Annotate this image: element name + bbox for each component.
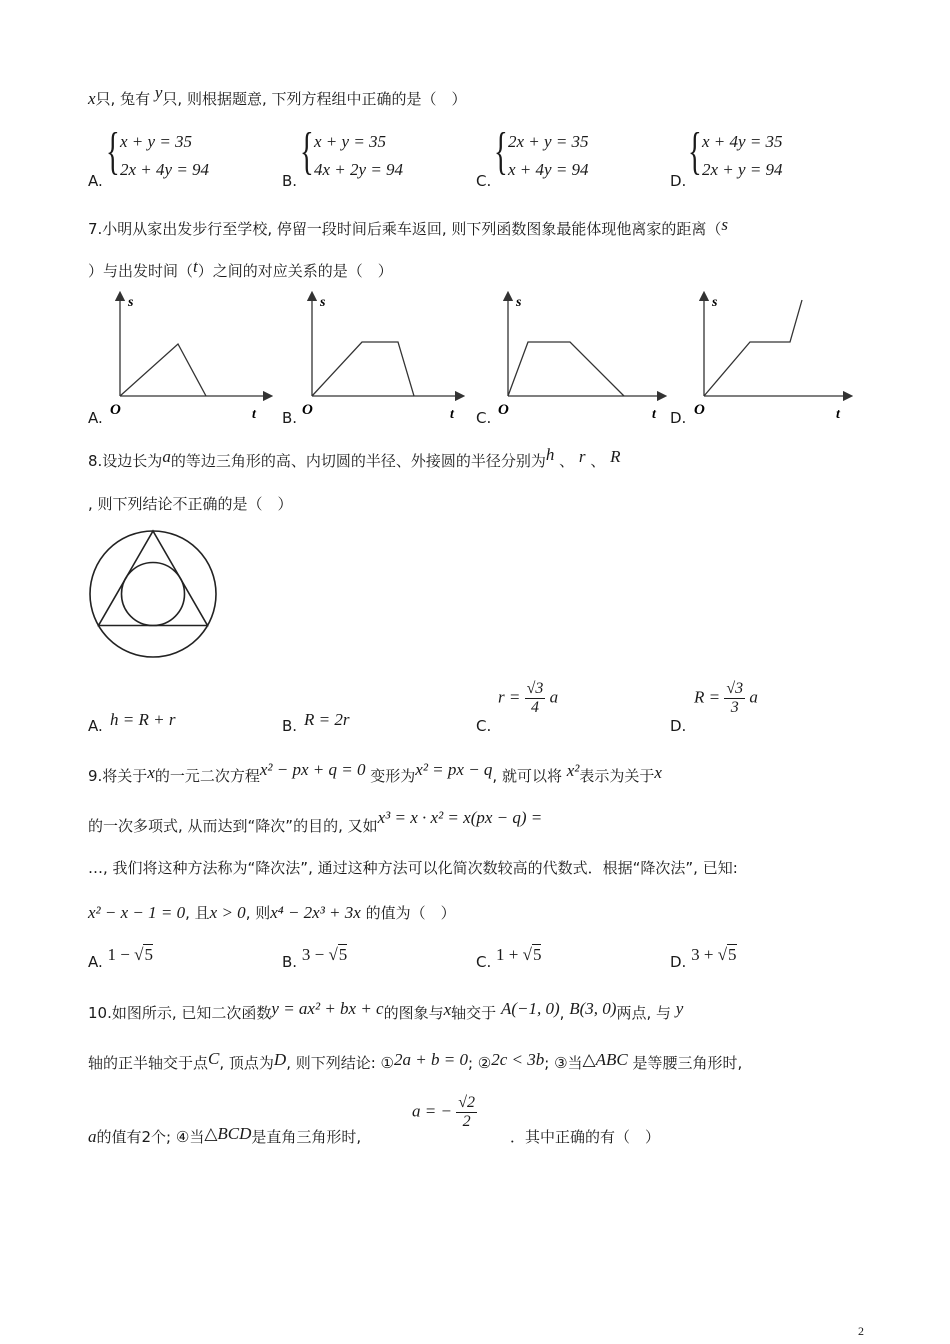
q9-stem-line3: …, 我们将这种方法称为“降次法”, 通过这种方法可以化简次数较高的代数式．根据“降次法”, 已知: [88, 859, 738, 877]
origin-label: O [110, 402, 121, 418]
q6-var-y: y [154, 83, 163, 102]
q7-graph-a[interactable] [106, 290, 276, 422]
q8-circle-triangle-figure [88, 528, 220, 660]
q9-stem-line2: 的一次多项式, 从而达到“降次”的目的, 又如x³ = x · x² = x(px − q) = [88, 808, 543, 835]
q6-stem: x只, 兔有 y只, 则根据题意, 下列方程组中正确的是（ ） [88, 83, 467, 108]
q7-graph-d[interactable] [690, 290, 856, 422]
q10-stem-line2: 轴的正半轴交于点C, 顶点为D, 则下列结论: ①2a + b = 0; ②2c < 3b; ③当△ABC 是等腰三角形时, [88, 1049, 743, 1072]
fraction: $\frac{√3}{3}$ [726, 680, 744, 716]
q7-graph-c[interactable] [494, 290, 670, 422]
q7-graph-b[interactable] [298, 290, 468, 422]
q9-stem-line4: x² − x − 1 = 0, 且x > 0, 则x⁴ − 2x³ + 3x 的值为（ ） [88, 903, 456, 922]
origin-label: O [694, 402, 705, 418]
q9-option-a[interactable]: A. 1 − √5 [88, 945, 153, 971]
axis-label-t: t [836, 407, 840, 422]
q7-stem-line2: ）与出发时间（t）之间的对应关系的是（ ） [88, 257, 393, 280]
axis-label-s: s [320, 295, 326, 310]
q7-stem-line1: 7.小明从家出发步行至学校, 停留一段时间后乘车返回, 则下列函数图象最能体现他离家的距离（s [88, 215, 729, 238]
q7-option-d-label: D. [670, 409, 687, 427]
q10-stem-line1: 10.如图所示, 已知二次函数y = ax² + bx + c的图象与x轴交于 A(−1, 0), B(3, 0)两点, 与 y [88, 999, 684, 1022]
q8-stem-line2: , 则下列结论不正确的是（ ） [88, 495, 293, 513]
q7-option-b-label: B. [282, 409, 298, 427]
q10-stem-line3: a的值有2个; ④当△BCD是直角三角形时, [88, 1124, 362, 1146]
origin-label: O [498, 402, 509, 418]
origin-label: O [302, 402, 313, 418]
q6-var-x: x [88, 89, 96, 108]
axis-label-t: t [252, 407, 256, 422]
axis-label-s: s [128, 295, 134, 310]
axis-label-t: t [450, 407, 454, 422]
q9-stem-line1: 9.将关于x的一元二次方程x² − px + q = 0 变形为x² = px − q, 就可以将 x²表示为关于x [88, 760, 662, 785]
axis-label-s: s [712, 295, 718, 310]
axis-label-t: t [652, 407, 656, 422]
q7-option-c-label: C. [476, 409, 492, 427]
q9-option-b[interactable]: B. 3 − √5 [282, 945, 348, 971]
axis-label-s: s [516, 295, 522, 310]
q10-stem-tail: ．其中正确的有（ ） [510, 1128, 661, 1146]
q9-option-d[interactable]: D. 3 + √5 [670, 945, 737, 971]
q8-stem-line1: 8.设边长为a的等边三角形的高、内切圆的半径、外接圆的半径分别为h 、 r 、 R [88, 445, 621, 470]
q9-option-c[interactable]: C. 1 + √5 [476, 945, 542, 971]
q10-fraction-expression: a = − $\frac{√2}{2}$ [412, 1094, 475, 1130]
page-number: 2 [858, 1324, 864, 1338]
fraction: $\frac{√3}{4}$ [526, 680, 544, 716]
q7-option-a-label: A. [88, 409, 103, 427]
fraction: $\frac{√2}{2}$ [458, 1094, 475, 1130]
